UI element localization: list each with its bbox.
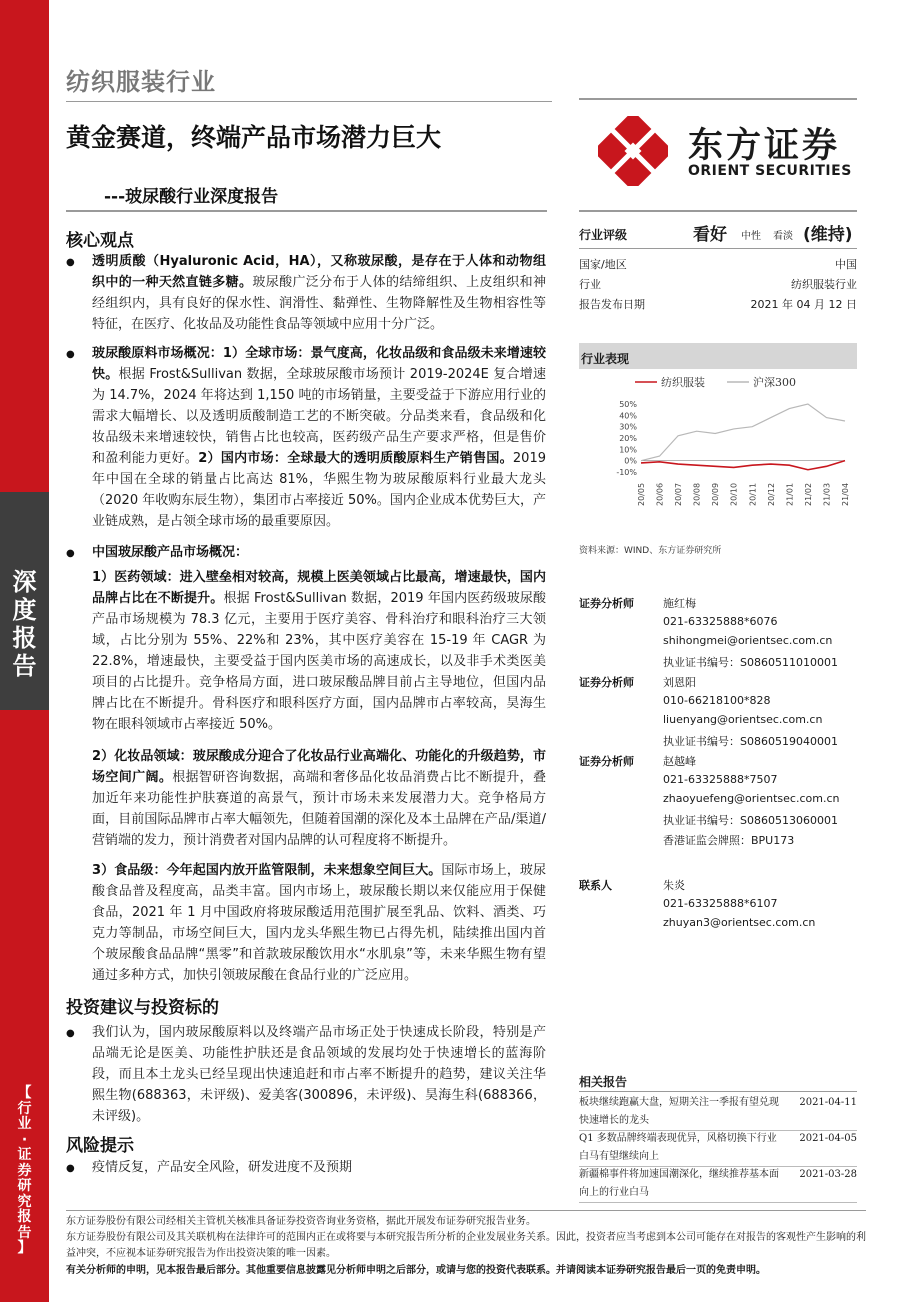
body-text: 玻尿酸广泛分布于人体的结缔组织、上皮组织和神经组织内，具有良好的保水性、润滑性、黏弹性、生物降解性及生物相容性等特征，在医疗、化妆品及功能性食品等领域中应用十分广泛。 [92, 275, 546, 332]
report-type-char: 告 [12, 652, 37, 680]
info-key: 行业 [579, 278, 601, 291]
emphasis-text: 1）医药领域：进入壁垒相对较高，规模上医美领域占比最高，增速最快，国内品牌占比在不断提升。 [92, 570, 546, 606]
analyst-contact-line: 021-63325888*6076 [663, 614, 778, 628]
analyst-contact-line: zhuyan3@orientsec.com.cn [663, 916, 816, 930]
food-paragraph [92, 860, 546, 986]
rating-maintain: (维持) [803, 225, 853, 245]
body-text: 根据 Frost&Sullivan 数据，全球玻尿酸市场预计 2019-2024E 复合增速为 14.7%，2024 年将达到 1,150 吨的市场销量，主要受益于下游应用行业的需求大幅增长、以及透明质酸制造工艺的不断突破。分品类来看，食品级和化妆品级未来增速较快，销售占比也较高，医药级产品生产要求严格，但是售价和盈利能力更好。 [92, 367, 546, 466]
x-tick-label: 20/05 [637, 482, 646, 506]
body-text: 根据智研咨询数据，高端和奢侈品化妆品消费占比不断提升，叠加近年来功能性护肤赛道的高景气，预计市场未来发展潜力大。竞争格局方面，目前国际品牌市占率大幅领先，但随着国潮的深化及本土品牌在产品/渠道/营销端的发力，预计消费者对国内品牌的认可程度将不断提升。 [92, 770, 546, 848]
bullet-dot: ● [66, 548, 75, 559]
risk-paragraph: 疫情反复，产品安全风险，研发进度不及预期 [92, 1160, 353, 1175]
x-tick-label: 20/11 [748, 482, 758, 506]
rating-negative: 看淡 [773, 231, 793, 242]
analyst-contact-line: 执业证书编号：S0860513060001 [663, 814, 838, 828]
related-report-item[interactable] [579, 1166, 857, 1202]
analyst-contact-line: 021-63325888*7507 [663, 772, 778, 786]
report-category-char: · [21, 1131, 28, 1148]
y-tick-label: -10% [616, 468, 637, 477]
logo-english-name: ORIENT SECURITIES [688, 163, 852, 179]
x-tick-label: 21/02 [803, 482, 813, 506]
chart-source: 资料来源：WIND、东方证券研究所 [579, 546, 722, 556]
analyst-role-label: 证券分析师 [579, 676, 634, 689]
rating-label: 行业评级 [579, 228, 628, 242]
rating-neutral: 中性 [741, 231, 761, 242]
x-tick-label: 20/06 [655, 482, 665, 506]
analyst-contact-line: 010-66218100*828 [663, 693, 771, 707]
bullet-dot: ● [66, 1028, 75, 1039]
industry-rating-row [579, 222, 857, 246]
industry-performance-heading: 行业表现 [579, 343, 857, 369]
emphasis-text: 3）食品级：今年起国内放开监管限制，未来想象空间巨大。 [92, 863, 442, 878]
core-paragraph-1 [92, 251, 546, 335]
emphasis-text: 2）国内市场：全球最大的透明质酸原料生产销售国。 [198, 451, 513, 466]
related-report-date: 2021-04-11 [799, 1097, 857, 1108]
y-tick-label: 10% [619, 445, 637, 455]
rating-rule [579, 248, 857, 249]
invest-paragraph: 我们认为，国内玻尿酸原料以及终端产品市场正处于快速成长阶段，特别是产品端无论是医美、功能性护肤还是食品领域的发展均处于快速增长的蓝海阶段，而且本土龙头已经呈现出快速追赶和市占率不断提升的趋势，建议关注华熙生物(688363，未评级)、爱美客(300896，未评级)、昊海生科(688366，未评级)。 [92, 1025, 546, 1124]
x-tick-label: 20/09 [711, 482, 721, 506]
emphasis-text: 玻尿酸原料市场概况：1）全球市场：景气度高，化妆品级和食品级未来增速较快。 [92, 346, 546, 382]
related-row-rule [579, 1202, 857, 1203]
report-category-char: 究 [17, 1193, 32, 1210]
analyst-role-label: 证券分析师 [579, 597, 634, 610]
related-report-title[interactable]: 板块继续跑赢大盘，短期关注一季报有望兑现快速增长的龙头 [579, 1097, 779, 1126]
x-tick-label: 21/03 [822, 482, 832, 506]
analyst-contact-line: 执业证书编号：S0860511010001 [663, 656, 838, 670]
analyst-role-label: 证券分析师 [579, 755, 634, 768]
related-report-item[interactable] [579, 1130, 857, 1166]
invest-heading: 投资建议与投资标的 [66, 998, 219, 1018]
report-category-char: 告 [17, 1224, 32, 1241]
legend-label: 沪深300 [753, 376, 796, 389]
info-value: 纺织服装行业 [791, 278, 857, 291]
legend-label: 纺织服装 [661, 376, 705, 389]
emphasis-text: 透明质酸（Hyaluronic Acid，HA），又称玻尿酸，是存在于人体和动物组织中的一种天然直链多糖。 [92, 254, 546, 290]
report-type-char: 报 [12, 624, 37, 652]
analyst-contact-line: 香港证监会牌照：BPU173 [663, 833, 795, 847]
x-tick-label: 21/01 [785, 482, 795, 506]
analyst-contact-line: zhaoyuefeng@orientsec.com.cn [663, 792, 840, 806]
x-tick-label: 20/08 [692, 482, 702, 506]
y-tick-label: 30% [619, 422, 637, 432]
info-key: 国家/地区 [579, 258, 627, 271]
report-category-char: 业 [17, 1116, 32, 1132]
analyst-contact-line: 021-63325888*6107 [663, 896, 778, 910]
bullet-dot: ● [66, 1163, 75, 1174]
core-paragraph-2 [92, 343, 546, 532]
logo-bottom-rule [579, 210, 857, 212]
body-text: 国际市场上，玻尿酸食品普及程度高，品类丰富。国内市场上，玻尿酸长期以来仅能应用于保健食品，2021 年 1 月中国政府将玻尿酸适用范围扩展至乳品、饮料、酒类、巧克力等制品，市场空间巨大，国内龙头华熙生物已占得先机，陆续推出国内首个玻尿酸食品品牌“黑零”和首款玻尿酸饮用水“水肌泉”等，未来华熙生物有望通过多种方式，加快引领玻尿酸在食品行业的广泛应用。 [92, 863, 546, 983]
footer-rule [66, 1210, 866, 1211]
x-tick-label: 20/12 [766, 482, 776, 506]
footer-disclaimer-2: 东方证券股份有限公司及其关联机构在法律许可的范围内正在或将要与本研究报告所分析的企业发展业务关系。因此，投资者应当考虑到本公司可能存在对报告的客观性产生影响的利益冲突，不应视本证券研究报告为作出投资决策的唯一因素。 [66, 1232, 866, 1259]
x-tick-label: 21/04 [841, 482, 850, 506]
report-category-vertical [0, 1086, 49, 1257]
related-report-date: 2021-04-05 [799, 1133, 857, 1144]
analyst-name: 施红梅 [663, 597, 696, 610]
risk-heading: 风险提示 [66, 1136, 134, 1156]
info-key: 报告发布日期 [579, 298, 645, 311]
logo-top-rule [579, 98, 857, 100]
body-text: 根据 Frost&Sullivan 数据，2019 年国内医药级玻尿酸产品市场规模为 78.3 亿元，主要用于医疗美容、骨科治疗和眼科治疗三大领域，占比分别为 55%、22%和 23%，其中医疗美容在 15-19 年 CAGR 为 22.8%，增速最快，主要受益于国内医美市场的高速成长，以及非手术类医美项目的占比提升。竞争格局方面，进口玻尿酸品牌目前占主导地位，但国内品牌占比在不断提升。骨科医疗和眼科医疗方面，国内品牌市占率较高，昊海生物在眼科领域市占率接近 50%。 [92, 591, 546, 732]
bullet-dot: ● [66, 257, 75, 268]
core-view-heading: 核心观点 [66, 231, 134, 251]
cosmetics-paragraph [92, 746, 546, 851]
industry-title: 纺织服装行业 [66, 68, 216, 96]
body-text: 2019 年中国在全球的销量占比高达 81%，华熙生物为玻尿酸原料行业最大龙头（2020 年收购东辰生物），集团市占率接近 50%。国内企业成本优势巨大，产业链成熟，是占领全球市场的最重要原因。 [92, 451, 546, 529]
emphasis-text: 中国玻尿酸产品市场概况： [92, 545, 249, 560]
bullet-dot: ● [66, 349, 75, 360]
related-report-title[interactable]: 新疆棉事件将加速国潮深化，继续推荐基本面向上的行业白马 [579, 1169, 779, 1198]
orient-securities-logo-icon [598, 116, 668, 186]
report-category-char: 【 [17, 1085, 32, 1101]
x-tick-label: 20/07 [674, 482, 684, 506]
report-category-char: 证 [17, 1147, 32, 1163]
header-rule [66, 101, 552, 102]
analyst-name: 朱炎 [663, 879, 685, 892]
info-row-date [579, 296, 857, 312]
info-row-region [579, 256, 857, 272]
report-category-char: 券 [17, 1162, 32, 1179]
info-value: 中国 [835, 258, 857, 271]
related-report-title[interactable]: Q1 多数品牌终端表现优异，风格切换下行业白马有望继续向上 [579, 1133, 777, 1162]
logo-chinese-name: 东方证券 [688, 126, 841, 166]
report-title: 黄金赛道，终端产品市场潜力巨大 [66, 123, 442, 152]
analyst-role-label: 联系人 [579, 879, 612, 892]
related-rule [579, 1091, 857, 1092]
report-category-char: 】 [17, 1240, 32, 1256]
analyst-name: 赵越峰 [663, 755, 696, 768]
related-reports-heading: 相关报告 [579, 1075, 628, 1089]
footer-disclaimer-1: 东方证券股份有限公司经相关主管机关核准具备证券投资咨询业务资格，据此开展发布证券研究报告业务。 [66, 1216, 536, 1227]
report-type-vertical [0, 568, 49, 680]
report-category-char: 行 [17, 1100, 32, 1117]
report-category-char: 报 [17, 1209, 32, 1225]
industry-performance-chart [579, 370, 859, 542]
y-tick-label: 0% [624, 456, 637, 466]
footer-disclaimer-3: 有关分析师的申明，见本报告最后部分。其他重要信息披露见分析师申明之后部分，或请与您的投资代表联系。并请阅读本证券研究报告最后一页的免责申明。 [66, 1265, 766, 1276]
emphasis-text: 2）化妆品领域：玻尿酸成分迎合了化妆品行业高端化、功能化的升级趋势，市场空间广阔。 [92, 749, 546, 785]
related-report-item[interactable] [579, 1094, 857, 1130]
y-tick-label: 50% [619, 400, 637, 409]
info-row-industry [579, 276, 857, 292]
series-line-csi300 [641, 404, 845, 461]
report-type-char: 深 [12, 568, 37, 596]
y-tick-label: 20% [619, 434, 637, 443]
analyst-contact-line: shihongmei@orientsec.com.cn [663, 634, 833, 648]
analyst-contact-line: liuenyang@orientsec.com.cn [663, 713, 823, 727]
report-category-char: 研 [17, 1178, 32, 1194]
analyst-contact-line: 执业证书编号：S0860519040001 [663, 735, 838, 749]
analyst-name: 刘恩阳 [663, 676, 696, 689]
rating-positive: 看好 [693, 225, 727, 245]
report-subtitle: ---玻尿酸行业深度报告 [104, 187, 279, 207]
related-report-date: 2021-03-28 [799, 1169, 857, 1180]
medical-paragraph [92, 567, 546, 735]
report-type-char: 度 [12, 596, 37, 624]
x-tick-label: 20/10 [729, 482, 739, 506]
title-rule [66, 210, 547, 212]
core-paragraph-3 [92, 542, 546, 563]
y-tick-label: 40% [619, 411, 637, 421]
info-value: 2021 年 04 月 12 日 [750, 298, 857, 311]
series-line-textile [641, 461, 845, 470]
